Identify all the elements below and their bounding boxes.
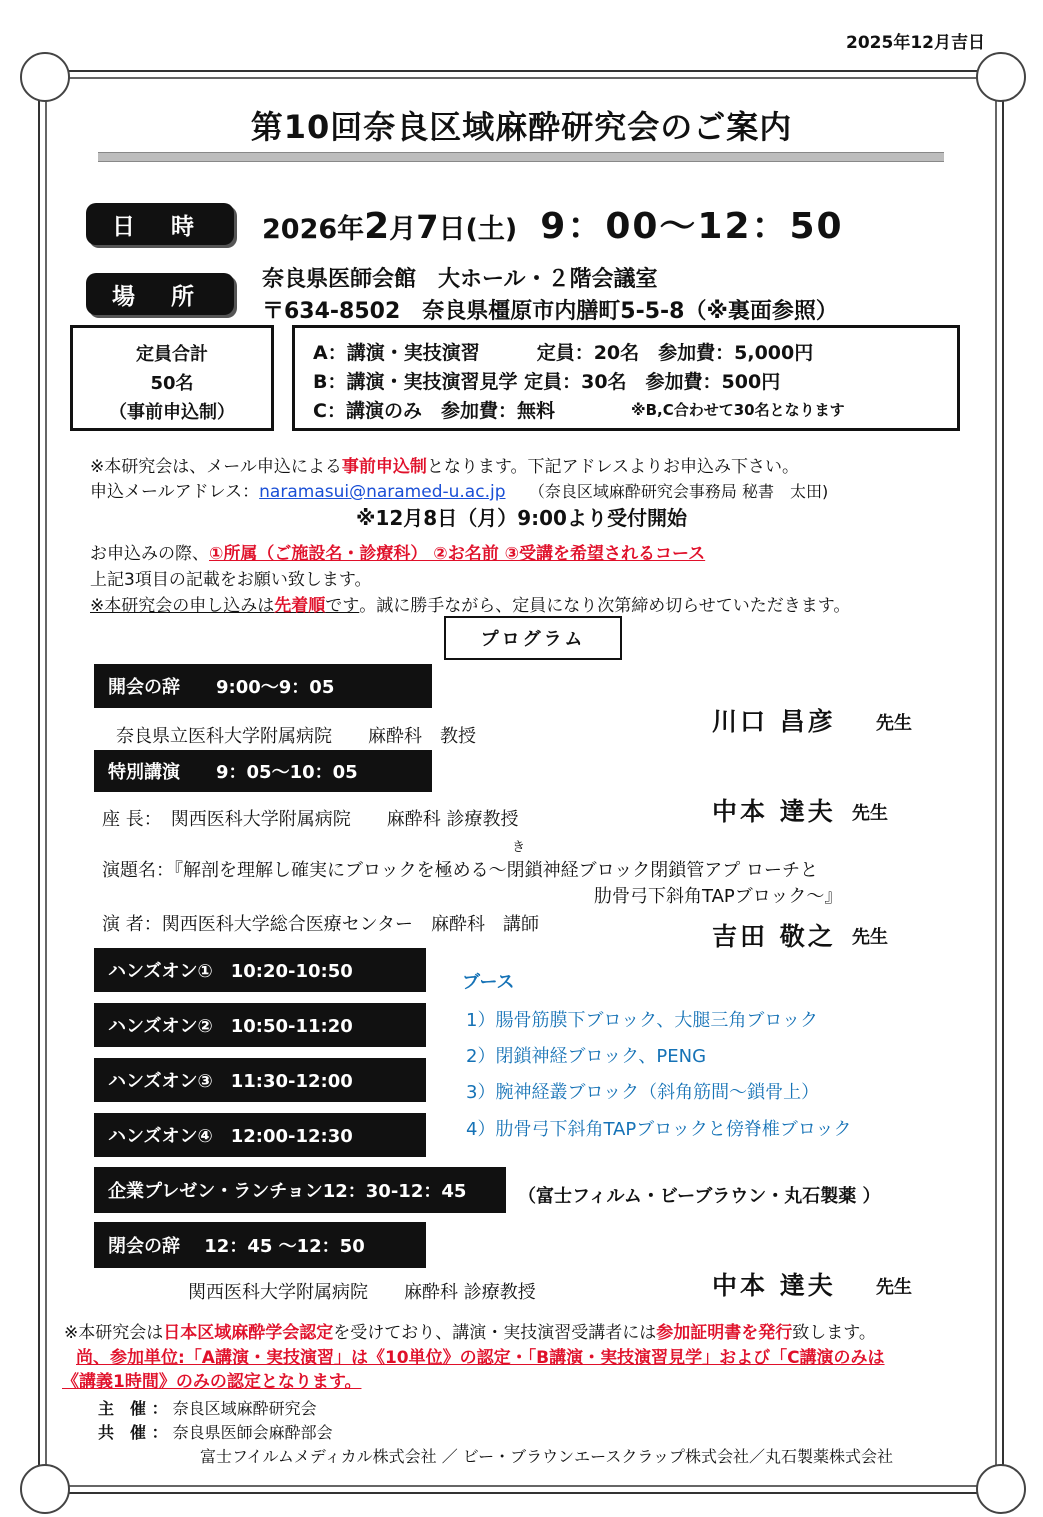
- luncheon-sponsors: （富士フィルム・ビーブラウン・丸石製薬 ）: [518, 1186, 881, 1207]
- credit-note-line2: 尚、参加単位:「A講演・実技演習」は《10単位》の認定・「B講演・実技演習見学」および「C講演のみは: [76, 1348, 885, 1368]
- issue-date: 2025年12月吉日: [846, 33, 985, 53]
- frame-corner-ornament: [20, 52, 70, 102]
- course-b: B：講演・実技演習見学 定員：30名 参加費：500円: [313, 371, 781, 393]
- advance-registration-highlight: 事前申込制: [341, 457, 427, 477]
- hands-on-bar: ハンズオン④ 12:00-12:30: [94, 1113, 426, 1157]
- registration-start: ※12月8日（月）9:00より受付開始: [356, 506, 687, 530]
- speaker-line: 演 者：関西医科大学総合医療センター 麻酔科 講師: [102, 914, 539, 935]
- date-day: 7: [416, 208, 439, 246]
- cohost-name: 奈良県医師会麻酔部会: [172, 1423, 333, 1442]
- opening-speaker-name: 川口 昌彦: [712, 707, 836, 736]
- closing-speaker-name: 中本 達夫: [712, 1271, 836, 1300]
- frame-corner-ornament: [976, 52, 1026, 102]
- special-lecture-bar: 特別講演 9：05～10：05: [94, 750, 432, 792]
- honorific: 先生: [876, 1277, 912, 1298]
- date-month: 2: [364, 206, 390, 247]
- first-come-line: [90, 591, 850, 616]
- opening-bar: 開会の辞 9:00～9：05: [94, 664, 432, 708]
- hands-on-bar: ハンズオン③ 11:30-12:00: [94, 1058, 426, 1102]
- lecture-topic-line1: 演題名：『解剖を理解し確実にブロックを極める～閉鎖神経ブロック閉鎖管アプ ローチと: [102, 860, 818, 881]
- first-come-text: です: [325, 596, 360, 616]
- required-items-line: [90, 539, 705, 564]
- event-datetime: [262, 198, 844, 249]
- certification-text: を受けており、講演・実技演習受講者には: [333, 1323, 657, 1343]
- chair-name: 中本 達夫: [712, 797, 836, 826]
- capacity-box: [70, 325, 274, 431]
- course-a: A：講演・実技演習 定員：20名 参加費：5,000円: [313, 342, 814, 364]
- required-items-highlight: ①所属（ご施設名・診療科） ②お名前 ③受講を希望されるコース: [209, 544, 706, 564]
- date-month-suffix: 月: [389, 214, 417, 245]
- venue-label: 場 所: [86, 273, 234, 315]
- opening-affiliation: 奈良県立医科大学附属病院 麻酔科 教授: [116, 726, 476, 747]
- program-heading: プログラム: [444, 616, 622, 660]
- required-items-intro: お申込みの際、: [90, 544, 209, 564]
- venue-address: 〒634-8502 奈良県橿原市内膳町5-5-8（※裏面参照）: [262, 299, 838, 324]
- application-line: [90, 452, 799, 477]
- frame-corner-ornament: [20, 1464, 70, 1514]
- certification-highlight: 日本区域麻酔学会認定: [163, 1323, 334, 1343]
- credit-note-line3: 《講義1時間》のみの認定となります。: [62, 1372, 362, 1392]
- course-note: ※B,C合わせて30名となります: [631, 401, 845, 419]
- certification-text: ※本研究会は: [64, 1323, 164, 1343]
- booth-item: 3）腕神経叢ブロック（斜角筋間～鎖骨上）: [466, 1082, 820, 1103]
- honorific: 先生: [852, 803, 888, 824]
- date-year: 2026年: [262, 214, 365, 245]
- certificate-highlight: 参加証明書を発行: [656, 1323, 793, 1343]
- course-box: [292, 325, 960, 431]
- closing-bar: 閉会の辞 12：45 ～12：50: [94, 1222, 426, 1268]
- closing-affiliation: 関西医科大学附属病院 麻酔科 診療教授: [188, 1282, 536, 1303]
- mail-office-note: （奈良区域麻酔研究会事務局 秘書 太田): [528, 482, 829, 501]
- capacity-note: （事前申込制）: [109, 402, 235, 423]
- booth-item: 4）肋骨弓下斜角TAPブロックと傍脊椎ブロック: [466, 1119, 852, 1140]
- luncheon-bar: 企業プレゼン・ランチョン12：30-12：45: [94, 1167, 506, 1213]
- certification-line1: [64, 1318, 876, 1343]
- stray-character: き: [512, 840, 526, 855]
- date-weekday: 日(土): [438, 214, 518, 245]
- speaker-name: 吉田 敬之: [712, 922, 836, 951]
- chair-line: 座 長： 関西医科大学附属病院 麻酔科 診療教授: [102, 809, 519, 830]
- required-items-note: 上記3項目の記載をお願い致します。: [90, 570, 372, 590]
- booth-item: 1）腸骨筋膜下ブロック、大腿三角ブロック: [466, 1010, 819, 1031]
- datetime-label: 日 時: [86, 203, 234, 245]
- honorific: 先生: [876, 713, 912, 734]
- title-divider: [98, 152, 944, 162]
- host-line: [98, 1396, 317, 1419]
- host-name: 奈良区域麻酔研究会: [172, 1399, 317, 1418]
- course-c: C：講演のみ 参加費：無料: [313, 400, 555, 422]
- capacity-title: 定員合計: [136, 344, 208, 365]
- first-come-text: 。誠に勝手ながら、定員になり次第締め切らせていただきます。: [359, 596, 851, 616]
- booth-item: 2）閉鎖神経ブロック、PENG: [466, 1046, 707, 1067]
- frame-corner-ornament: [976, 1464, 1026, 1514]
- sponsor-companies: 富士フイルムメディカル株式会社 ／ ビー・ブラウンエースクラップ株式会社／丸石製薬株式会社: [200, 1447, 894, 1466]
- mail-label: 申込メールアドレス：: [90, 482, 260, 502]
- mail-address-link[interactable]: naramasui@naramed-u.ac.jp: [259, 482, 506, 502]
- application-text: ※本研究会は、メール申込による: [90, 457, 342, 477]
- first-come-highlight: 先着順: [274, 596, 326, 616]
- lecture-topic-line2: 肋骨弓下斜角TAPブロック～』: [594, 886, 843, 907]
- host-label: 主 催 ：: [98, 1399, 168, 1418]
- cohost-label: 共 催 ：: [98, 1423, 168, 1442]
- first-come-text: ※本研究会の申し込みは: [90, 596, 275, 616]
- certification-text: 致します。: [792, 1323, 876, 1343]
- page-title: 第10回奈良区域麻酔研究会のご案内: [250, 108, 793, 146]
- venue-name: 奈良県医師会館 大ホール・２階会議室: [262, 267, 658, 292]
- hands-on-bar: ハンズオン① 10:20-10:50: [94, 948, 426, 992]
- event-time: 9：00～12：50: [540, 206, 844, 247]
- cohost-line: [98, 1420, 333, 1443]
- honorific: 先生: [852, 927, 888, 948]
- mail-line: [90, 477, 828, 502]
- booth-title: ブース: [462, 972, 515, 993]
- hands-on-bar: ハンズオン② 10:50-11:20: [94, 1003, 426, 1047]
- application-text: となります。下記アドレスよりお申込み下さい。: [426, 457, 800, 477]
- capacity-total: 50名: [150, 373, 194, 394]
